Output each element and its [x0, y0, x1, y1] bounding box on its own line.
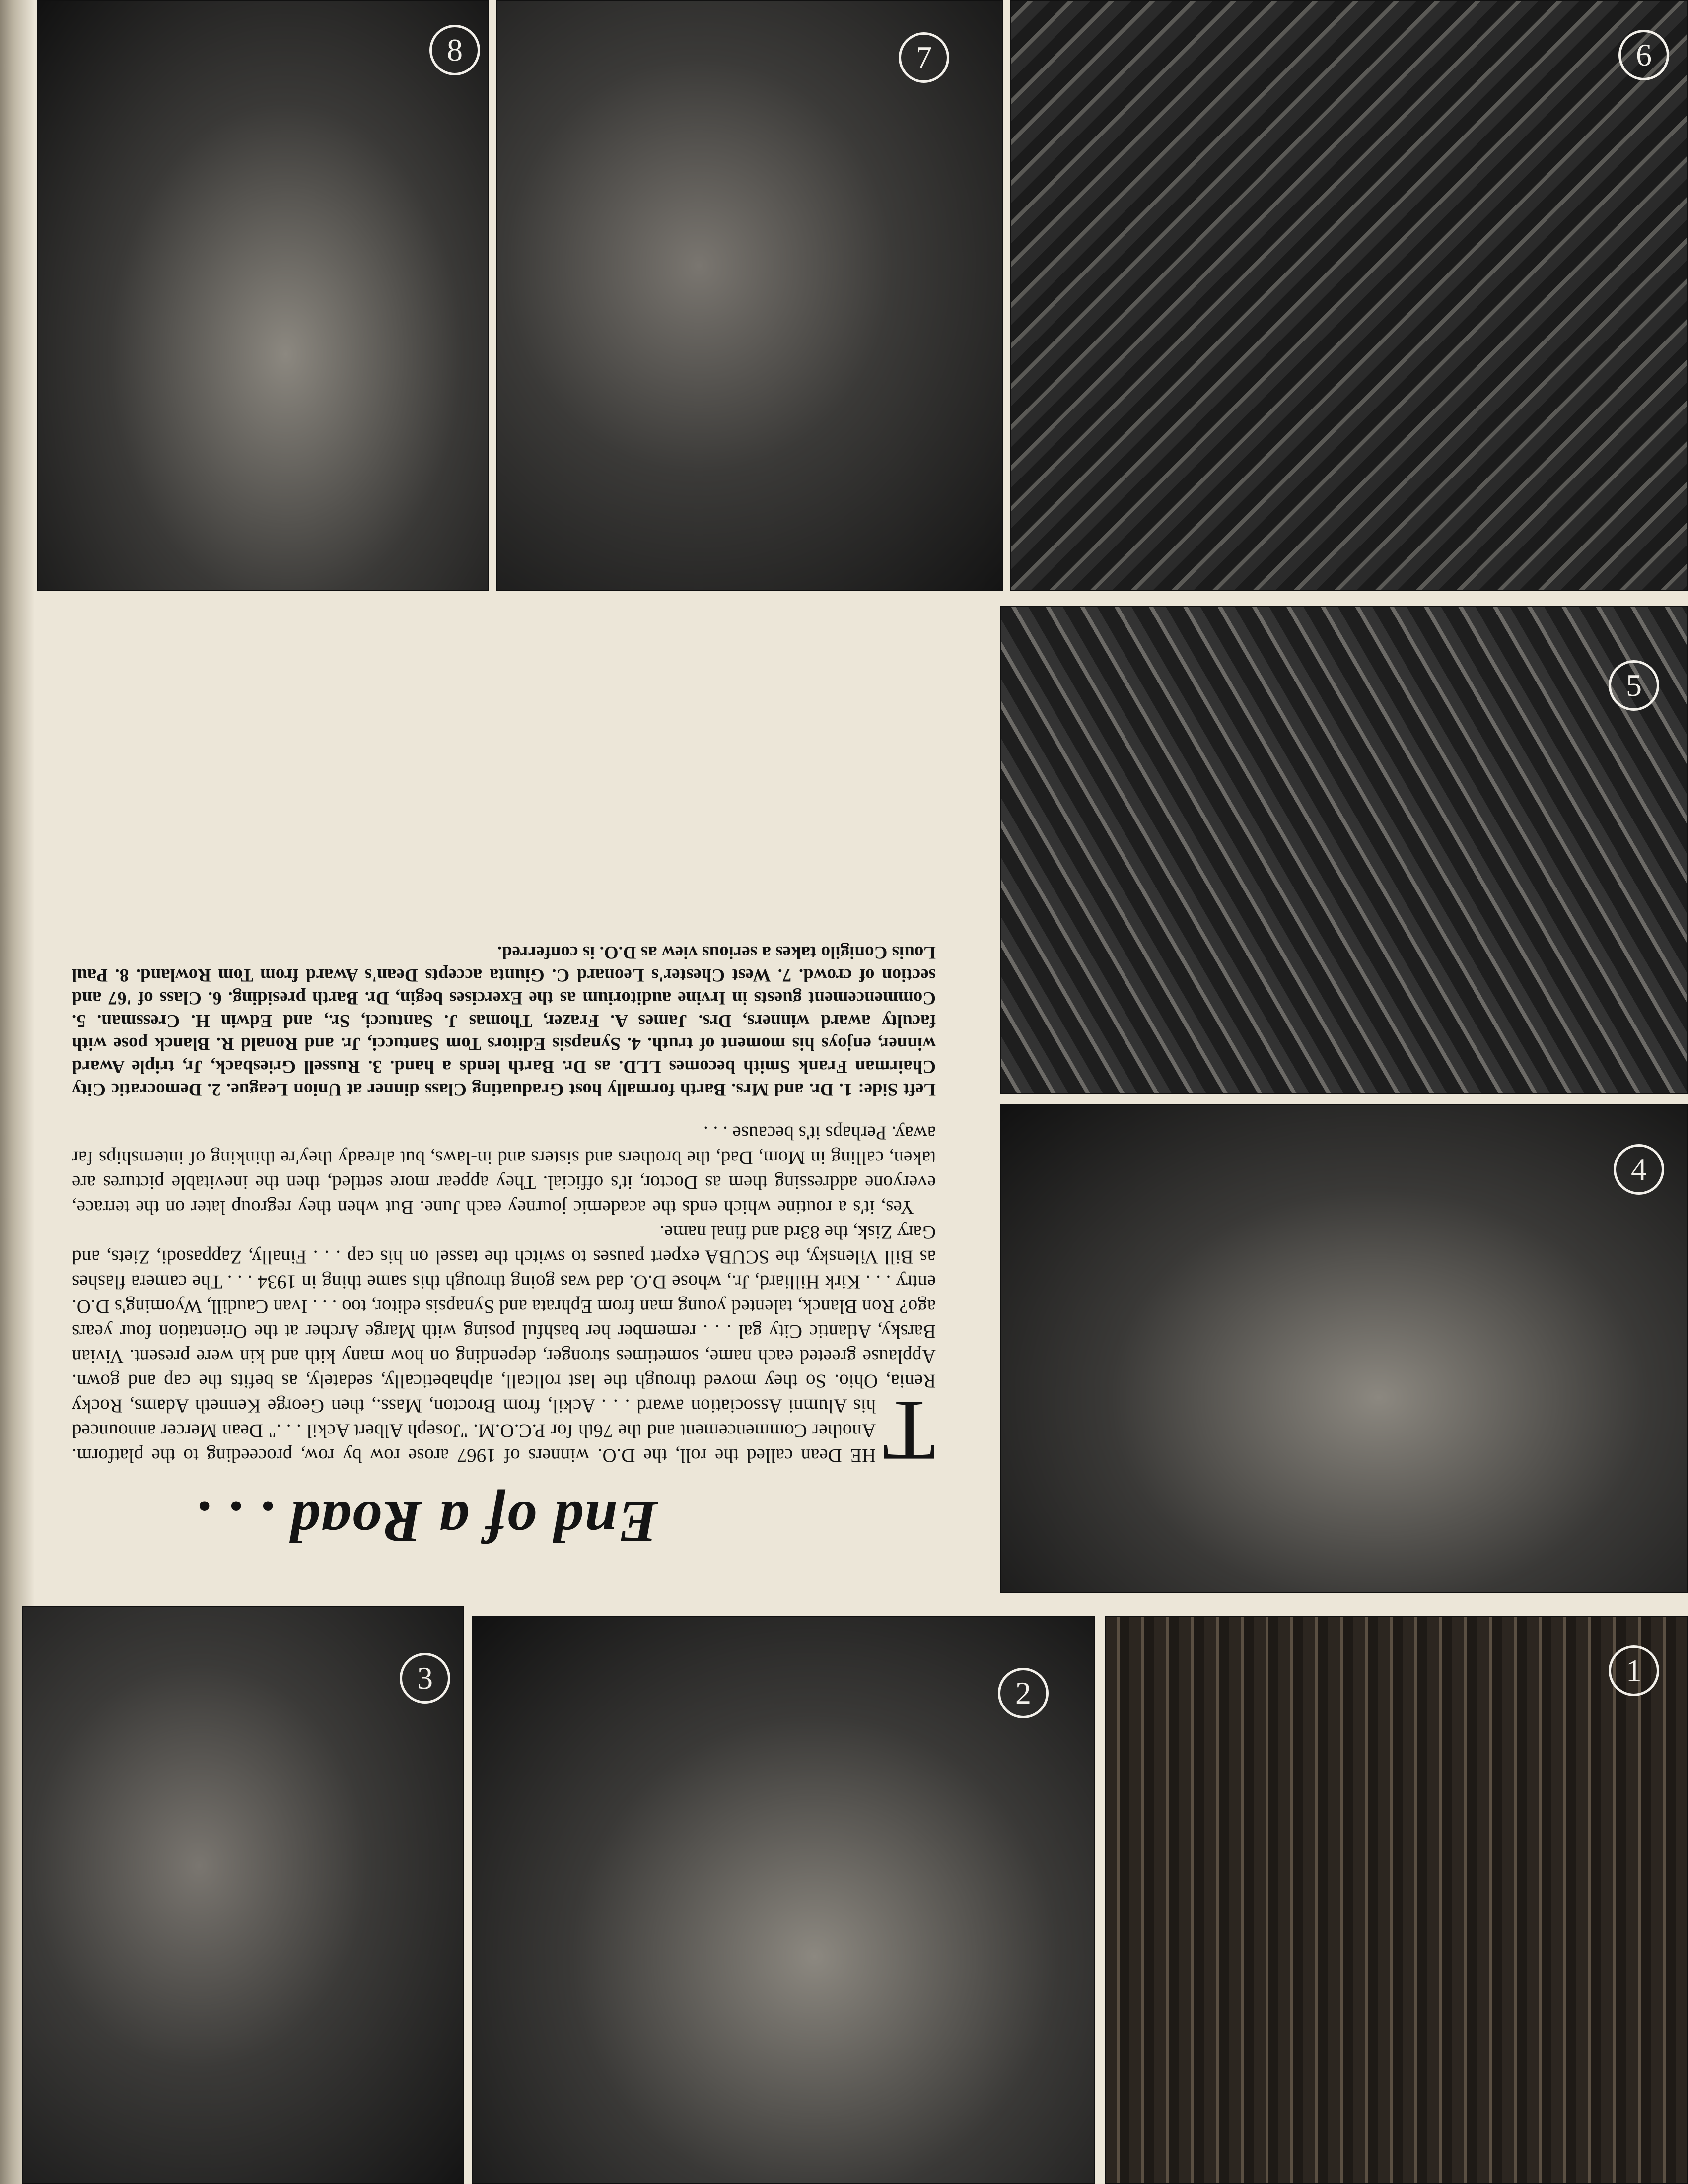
photo-2-frank-smith-lld — [472, 1616, 1095, 2184]
photo-3-griesback — [22, 1606, 464, 2184]
photo-number-4: 4 — [1614, 1144, 1664, 1195]
article-text-block — [35, 593, 981, 1576]
article-paragraph-2: Yes, it's a routine which ends the academic journey each June. But when they regroup later on the terrace, everyone addressing them as Doctor, it's official. They appear more settled, then the inevitable pictures are taken, calling in Mom, Dad, the brothers and sisters and in-laws, but already they're thinking of internships far away. Perhaps it's because . . . — [72, 1122, 936, 1218]
photo-number-8: 8 — [429, 25, 480, 75]
photo-number-3: 3 — [400, 1653, 450, 1704]
photo-captions: Left Side: 1. Dr. and Mrs. Barth formally host Graduating Class dinner at Union League. 2. Democratic City Chairman Frank Smith becomes LLD. as Dr. Barth lends a hand. 3. Russell Griesback, Jr, triple Award winner, enjoys his moment of truth. 4. Synapsis Editors Tom Santucci, Jr. and Ronald R. Blanck pose with faculty award winners, Drs. James A. Frazer, Thomas J. Santucci, Sr., and Edwin H. Cressman. 5. Commencement guests in Irvine auditorium as the Exercises begin, Dr. Barth presiding. 6. Class of '67 and section of crowd. 7. West Chester's Leonard C. Giunta accepts Dean's Award from Tom Rowland. 8. Paul Louis Conigilo takes a serious view as D.O. is conferred. — [72, 942, 936, 1099]
article-paragraph-1: HE Dean called the roll, the D.O. winners of 1967 arose row by row, proceeding to the platform. Another Commencement and the 76th for P.C.O.M. "Joseph Albert Ackil . . ." Dean Mercer announced his Alumni Association award . . . Ackil, from Brocton, Mass., then George Kenneth Adams, Rocky Renia, Ohio. So they moved through the last rollcall, alphabetically, sedately, as befits the cap and gown. Applause greeted each name, sometimes stronger, depending on how many kith and kin were present. Vivian Barsky, Atlantic City gal . . . remember her bashful posing with Marge Archer at the Orientation four years ago? Ron Blanck, talented young man from Ephrata and Synapsis editor, too . . . Ivan Caudill, Wyoming's D.O. entry . . . Kirk Hilliard, Jr., whose D.O. dad was going through this same thing in 1934 . . . The camera flashes as Bill Vilensky, the SCUBA expert pauses to switch the tassel on his cap . . . Finally, Zappasodi, Ziets, and Gary Zisk, the 83rd and final name. — [72, 1222, 936, 1466]
photo-number-2: 2 — [998, 1668, 1049, 1718]
photo-1-barth-dinner — [1105, 1616, 1688, 2184]
photo-number-1: 1 — [1609, 1645, 1659, 1696]
photo-number-7: 7 — [899, 32, 949, 83]
photo-8-conigilo — [37, 0, 489, 591]
photo-4-synapsis-editors — [1000, 1104, 1688, 1593]
photo-5-irvine-auditorium — [1000, 606, 1688, 1094]
photo-number-6: 6 — [1618, 30, 1669, 80]
drop-cap: T — [883, 1383, 936, 1479]
photo-number-5: 5 — [1609, 660, 1659, 711]
photo-6-class-of-67 — [1010, 0, 1688, 591]
article-body — [72, 1120, 936, 1479]
photo-7-giunta-award — [496, 0, 1003, 591]
article-heading: End of a Road . . . — [194, 1489, 658, 1555]
